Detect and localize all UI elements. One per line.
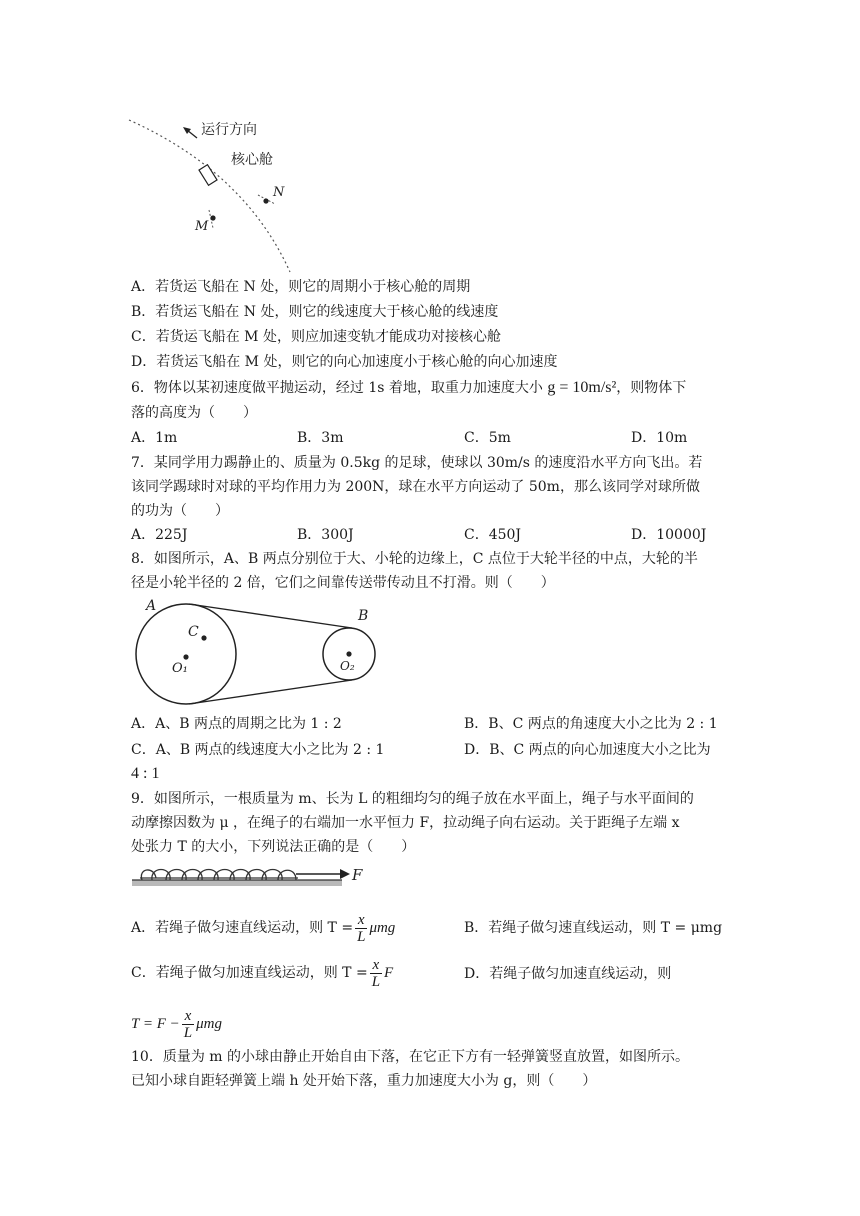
point-n-label: N [273, 185, 285, 200]
q5-option-c: C．若货运飞船在 M 处，则应加速变轨才能成功对接核心舱 [131, 329, 501, 345]
q7-stem-line3: 的功为（ ） [131, 503, 229, 519]
q8-option-d-ratio: 4 : 1 [131, 765, 160, 782]
fraction-numerator: x [355, 912, 367, 929]
q9-option-b: B．若绳子做匀速直线运动，则 T = μmg [464, 920, 723, 936]
q7-option-d: D．10000J [631, 527, 707, 543]
fraction-denominator: L [371, 973, 381, 990]
q6-option-a: A．1m [131, 430, 178, 446]
q5-option-d: D．若货运飞船在 M 处，则它的向心加速度小于核心舱的向心加速度 [131, 354, 558, 370]
q9-option-d-fraction [182, 1008, 194, 1041]
q9-stem-line3: 处张力 T 的大小，下列说法正确的是（ ） [131, 839, 416, 855]
q6-option-c: C．5m [464, 430, 511, 446]
point-m-label: M [195, 219, 209, 234]
q5-option-a: A．若货运飞船在 N 处，则它的周期小于核心舱的周期 [131, 279, 471, 295]
q7-option-a: A．225J [131, 527, 188, 543]
rope-figure [130, 860, 370, 894]
label-c: C [188, 624, 199, 640]
rope-coils [140, 870, 298, 881]
q9-option-a-fraction [355, 912, 367, 945]
q6-option-d: D．10m [631, 430, 688, 446]
q9-option-d-formula [131, 1006, 222, 1042]
q9-option-c-text: C．若绳子做匀加速直线运动，则 T = [131, 965, 368, 981]
label-o2: O₂ [340, 659, 355, 673]
force-arrowhead [340, 869, 350, 879]
q9-option-a-tail: μmg [369, 920, 396, 936]
q7-stem-line1: 7．某同学用力踢静止的、质量为 0.5kg 的足球，使球以 30m/s 的速度沿水平方向飞出。若 [131, 455, 703, 471]
q9-option-c-tail: F [384, 965, 394, 981]
fraction-denominator: L [183, 1024, 193, 1041]
q6-option-b: B．3m [297, 430, 344, 446]
q9-option-c-fraction [370, 957, 382, 990]
q8-option-c: C．A、B 两点的线速度大小之比为 2 : 1 [131, 742, 385, 758]
q8-option-a: A．A、B 两点的周期之比为 1 : 2 [131, 716, 342, 732]
fraction-denominator: L [357, 928, 366, 945]
q9-stem-line1: 9．如图所示，一根质量为 m、长为 L 的粗细均匀的绳子放在水平面上，绳子与水平面间的 [131, 791, 694, 807]
q5-option-b: B．若货运飞船在 N 处，则它的线速度大于核心舱的线速度 [131, 304, 499, 320]
direction-label: 运行方向 [201, 122, 257, 138]
point-c [201, 635, 206, 640]
q8-option-b: B．B、C 两点的角速度大小之比为 2 : 1 [464, 716, 718, 732]
core-module-label: 核心舱 [231, 152, 273, 168]
label-b: B [358, 608, 369, 624]
q6-stem-line2: 落的高度为（ ） [131, 405, 257, 421]
q6-stem-post: ，则物体下 [616, 380, 687, 396]
center-o1 [183, 654, 188, 659]
label-o1: O₁ [172, 661, 188, 676]
q7-option-b: B．300J [297, 527, 354, 543]
ground-surface [132, 880, 342, 886]
label-a: A [146, 598, 157, 614]
q9-option-d-tail: μmg [196, 1016, 222, 1032]
fraction-numerator: x [370, 957, 382, 974]
q9-option-d: D．若绳子做匀加速直线运动，则 [464, 966, 672, 982]
q6-formula: g = 10m/s² [547, 379, 617, 396]
point-m [210, 215, 215, 220]
force-label: F [352, 866, 363, 884]
q7-stem-line2: 该同学踢球时对球的平均作用力为 200N，球在水平方向运动了 50m，那么该同学对球所做 [131, 479, 700, 495]
q10-stem-line1: 10．质量为 m 的小球由静止开始自由下落，在它正下方有一轻弹簧竖直放置，如图所示。 [131, 1049, 689, 1065]
orbit-figure [125, 112, 305, 274]
q10-stem-line2: 已知小球自距轻弹簧上端 h 处开始下落，重力加速度大小为 g，则（ ） [131, 1073, 597, 1089]
center-o2 [346, 651, 351, 656]
large-wheel [136, 604, 236, 704]
q8-stem-line1: 8．如图所示，A、B 两点分别位于大、小轮的边缘上，C 点位于大轮半径的中点，大轮的半 [131, 551, 698, 567]
q9-option-d-pre: T = F − [131, 1016, 180, 1032]
q9-stem-line2: 动摩擦因数为 μ ，在绳子的右端加一水平恒力 F，拉动绳子向右运动。关于距绳子左端 x [131, 815, 680, 831]
q9-option-c [131, 955, 393, 991]
point-n [263, 198, 268, 203]
q7-option-c: C．450J [464, 527, 522, 543]
q9-option-a-text: A．若绳子做匀速直线运动，则 T = [131, 920, 354, 936]
belt-top [189, 604, 352, 628]
q8-option-d: D．B、C 两点的向心加速度大小之比为 [464, 742, 711, 758]
q6-stem-pre: 6．物体以某初速度做平抛运动，经过 1s 着地，取重力加速度大小 [131, 380, 548, 396]
belt-bottom [189, 680, 352, 704]
orbit-arc [129, 120, 290, 272]
core-module-icon [199, 165, 217, 186]
pulley-figure [130, 598, 382, 710]
fraction-numerator: x [182, 1008, 194, 1025]
q8-stem-line2: 径是小轮半径的 2 倍，它们之间靠传送带传动且不打滑。则（ ） [131, 575, 555, 591]
q6-stem-line1 [131, 378, 686, 398]
q9-option-a [131, 910, 395, 946]
